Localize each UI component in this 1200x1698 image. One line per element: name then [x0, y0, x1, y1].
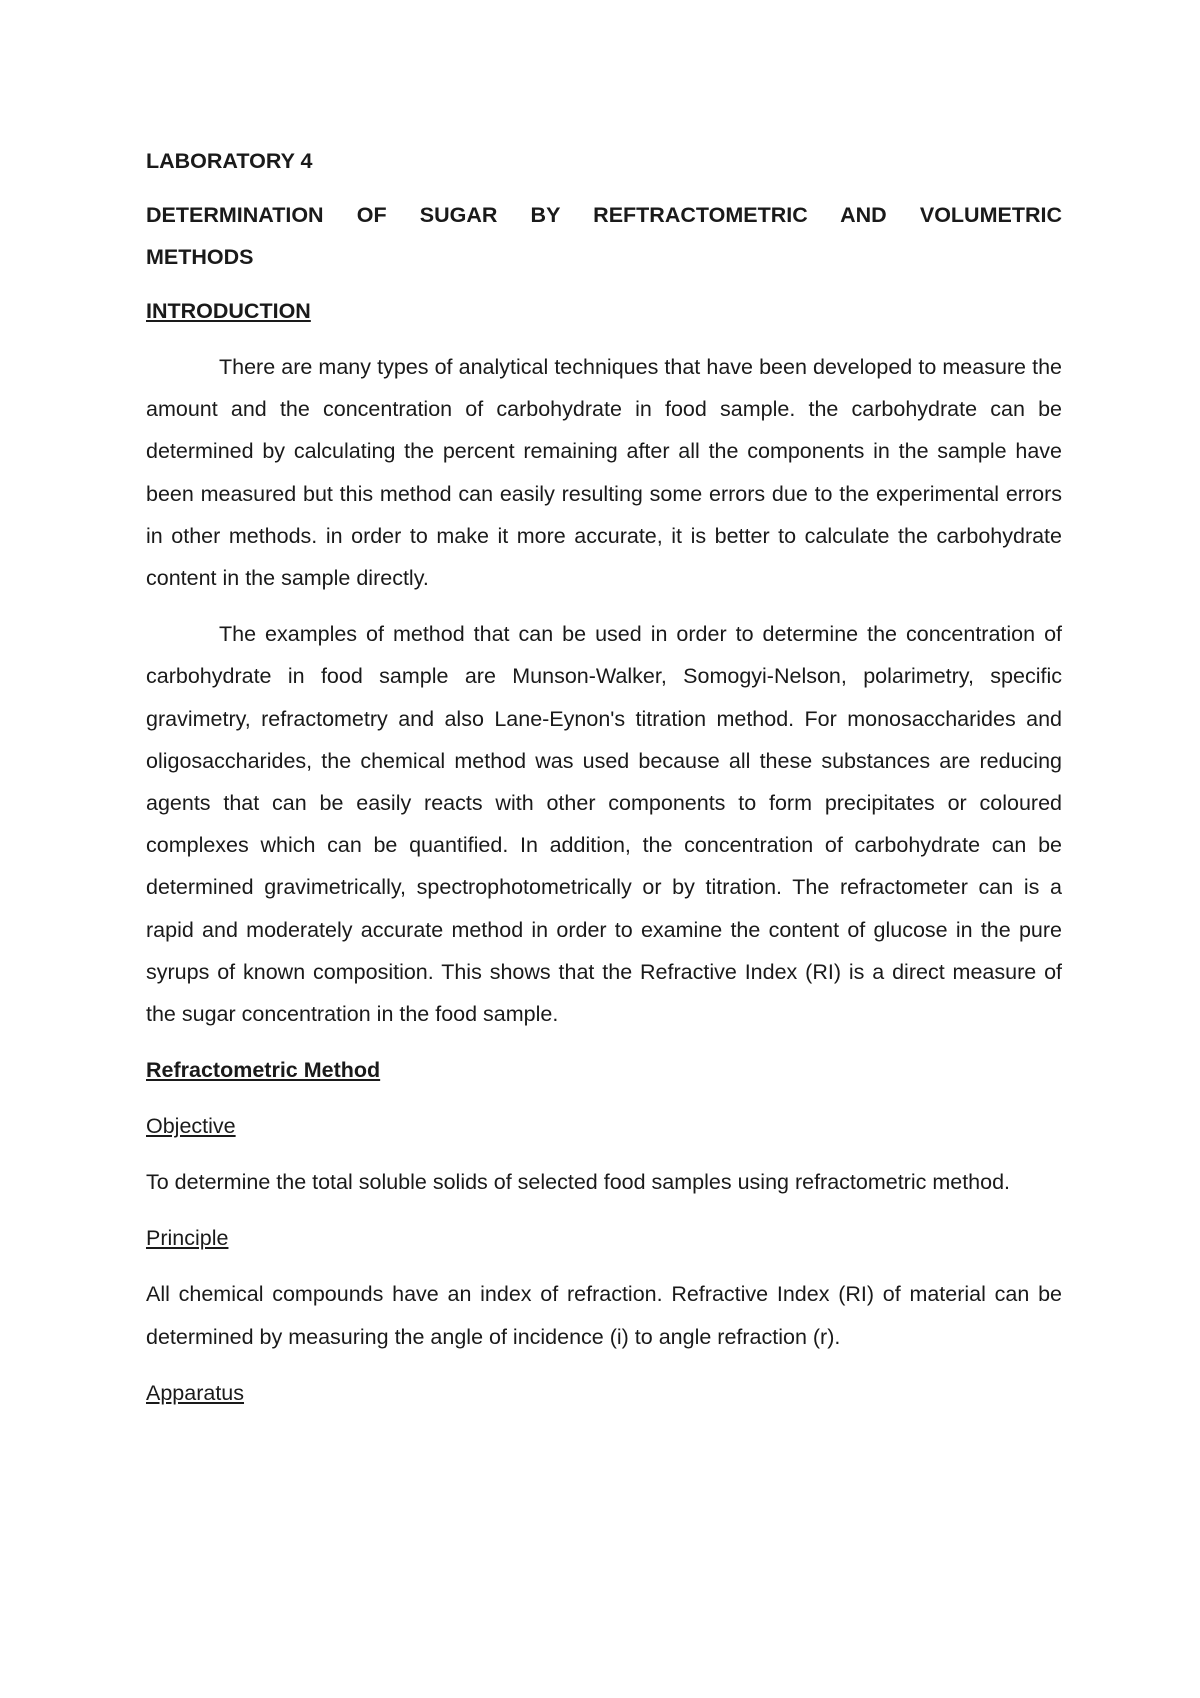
document-title-line2: METHODS [146, 245, 254, 269]
principle-text: All chemical compounds have an index of refraction. Refractive Index (RI) of material can be determined by measuring the angle of incidence (i) to angle refraction (r). [146, 1282, 1062, 1349]
document-page [146, 140, 1062, 1428]
refractometric-method-heading: Refractometric Method [146, 1058, 381, 1083]
apparatus-heading: Apparatus [146, 1380, 245, 1405]
objective-text: To determine the total soluble solids of selected food samples using refractometric method. [146, 1170, 1011, 1195]
intro-paragraph-2: The examples of method that can be used in order to determine the concentration of carbohydrate in food sample are Munson-Walker, Somogyi-Nelson, polarimetry, specific gravimetry, refractometry and also Lane-Eynon's titration method. For monosaccharides and oligosaccharides, the chemical method was used because all these substances are reducing agents that can be easily reacts with other components to form precipitates or coloured complexes which can be quantified. In addition, the concentration of carbohydrate can be determined gravimetrically, spectrophotometrically or by titration. The refractometer can is a rapid and moderately accurate method in order to examine the content of glucose in the pure syrups of known composition. This shows that the Refractive Index (RI) is a direct measure of the sugar concentration in the food sample. [146, 622, 1062, 1027]
objective-heading: Objective [146, 1114, 236, 1139]
principle-heading: Principle [146, 1226, 229, 1251]
introduction-heading: INTRODUCTION [146, 299, 311, 323]
lab-title: LABORATORY 4 [146, 149, 313, 173]
document-title-line1: DETERMINATION OF SUGAR BY REFTRACTOMETRIC AND VOLUMETRIC [146, 203, 1062, 227]
document-title [146, 194, 1062, 278]
intro-paragraph-1: There are many types of analytical techniques that have been developed to measure the amount and the concentration of carbohydrate in food sample. the carbohydrate can be determined by calculating the percent remaining after all the components in the sample have been measured but this method can easily resulting some errors due to the experimental errors in other methods. in order to make it more accurate, it is better to calculate the carbohydrate content in the sample directly. [146, 355, 1062, 591]
